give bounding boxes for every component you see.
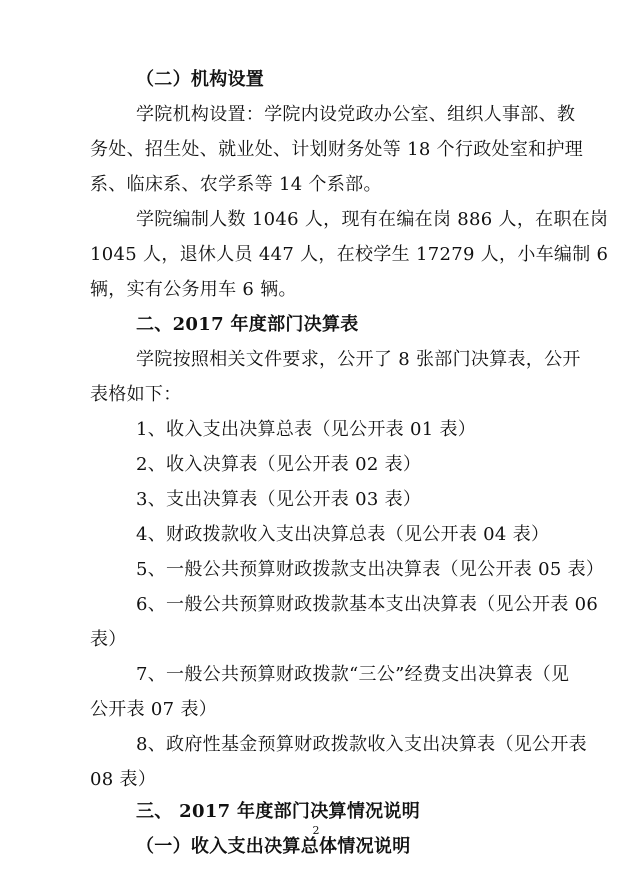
table-list-item-5: 5、一般公共预算财政拨款支出决算表（见公开表 05 表） [136,559,605,580]
table-list-item-8-line-1: 8、政府性基金预算财政拨款收入支出决算表（见公开表 [136,734,587,755]
section-2-intro-line-2: 表格如下： [90,384,182,405]
section-2-intro-line-1: 学院按照相关文件要求，公开了 8 张部门决算表，公开 [136,349,581,370]
org-paragraph-2-line-2: 1045 人，退休人员 447 人，在校学生 17279 人，小车编制 6 [90,244,609,265]
table-list-item-6-line-1: 6、一般公共预算财政拨款基本支出决算表（见公开表 06 [136,594,599,615]
table-list-item-1: 1、收入支出决算总表（见公开表 01 表） [136,419,477,440]
table-list-item-7-line-2: 公开表 07 表） [90,699,218,720]
section-2-heading: 二、2017 年度部门决算表 [136,314,359,335]
table-list-item-3: 3、支出决算表（见公开表 03 表） [136,489,422,510]
org-paragraph-2-line-3: 辆，实有公务用车 6 辆。 [90,279,297,300]
table-list-item-7-line-1: 7、一般公共预算财政拨款“三公”经费支出决算表（见 [136,664,570,685]
org-paragraph-2-line-1: 学院编制人数 1046 人，现有在编在岗 886 人，在职在岗 [136,209,609,230]
table-list-item-6-line-2: 表） [90,629,127,650]
table-list-item-8-line-2: 08 表） [90,769,157,790]
org-paragraph-1-line-1: 学院机构设置：学院内设党政办公室、组织人事部、教 [136,104,576,125]
section-org-heading: （二）机构设置 [136,69,265,90]
org-paragraph-1-line-3: 系、临床系、农学系等 14 个系部。 [90,174,382,195]
org-paragraph-1-line-2: 务处、招生处、就业处、计划财务处等 18 个行政处室和护理 [90,139,584,160]
page-number: 2 [312,824,320,837]
section-3-sub-heading: （一）收入支出决算总体情况说明 [136,836,411,857]
table-list-item-4: 4、财政拨款收入支出决算总表（见公开表 04 表） [136,524,550,545]
section-3-heading: 三、 2017 年度部门决算情况说明 [136,801,421,822]
table-list-item-2: 2、收入决算表（见公开表 02 表） [136,454,422,475]
